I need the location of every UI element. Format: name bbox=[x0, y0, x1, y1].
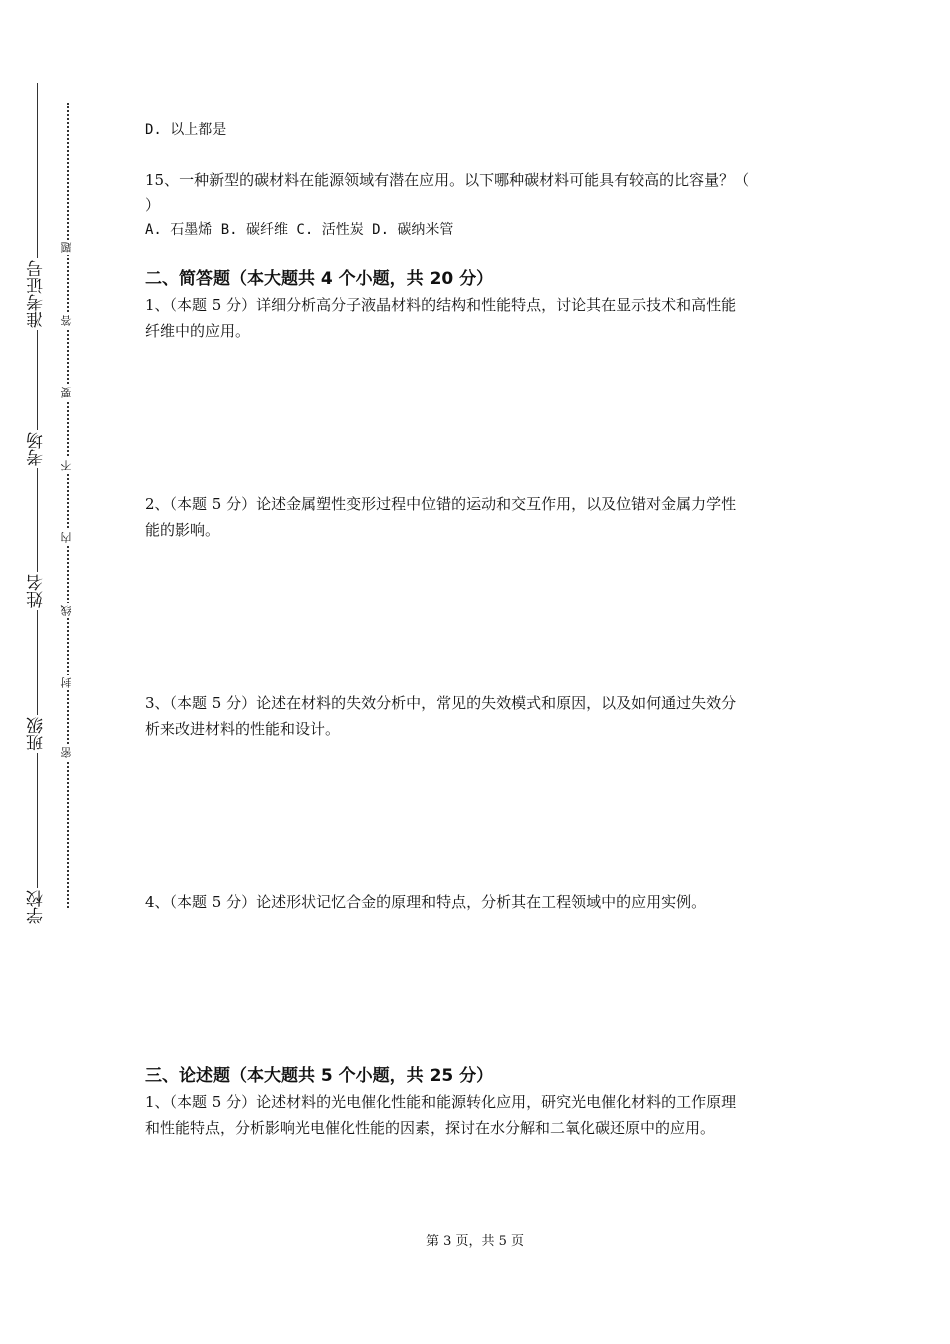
seal-dotted-line bbox=[67, 103, 69, 908]
s2-q1-line1: 1、（本题 5 分）详细分析高分子液晶材料的结构和性能特点，讨论其在显示技术和高性能 bbox=[145, 296, 737, 314]
page-number: 第 3 页，共 5 页 bbox=[425, 1234, 525, 1249]
seal-char: 内 bbox=[60, 532, 73, 543]
s3-q1-line1: 1、（本题 5 分）论述材料的光电催化性能和能源转化应用，研究光电催化材料的工作原理 bbox=[145, 1093, 737, 1111]
seal-char: 密 bbox=[60, 747, 73, 758]
s2-q3-line2: 析来改进材料的性能和设计。 bbox=[145, 720, 341, 738]
name-label: 姓名 bbox=[22, 572, 52, 610]
seal-char: 不 bbox=[60, 460, 73, 471]
seal-char: 线 bbox=[60, 605, 73, 616]
binding-solid-line bbox=[37, 83, 38, 923]
s2-q1-line2: 纤维中的应用。 bbox=[145, 322, 251, 340]
section3-heading: 三、论述题（本大题共 5 个小题，共 25 分） bbox=[145, 1066, 494, 1086]
q15-options: A. 石墨烯 B. 碳纤维 C. 活性炭 D. 碳纳米管 bbox=[145, 222, 454, 238]
q15-stem-line2: ） bbox=[145, 196, 161, 214]
binding-margin bbox=[0, 0, 100, 1344]
seal-char: 要 bbox=[60, 387, 73, 398]
exam-id-label: 准考证号 bbox=[22, 258, 52, 330]
s3-q1-line2: 和性能特点，分析影响光电催化性能的因素，探讨在水分解和二氧化碳还原中的应用。 bbox=[145, 1119, 716, 1137]
q15-stem-line1: 15、一种新型的碳材料在能源领域有潜在应用。以下哪种碳材料可能具有较高的比容量？（ bbox=[145, 171, 750, 189]
seal-char: 答 bbox=[60, 315, 73, 326]
s2-q2-line1: 2、（本题 5 分）论述金属塑性变形过程中位错的运动和交互作用，以及位错对金属力学性 bbox=[145, 495, 737, 513]
exam-room-label: 考场 bbox=[22, 430, 52, 468]
s2-q3-line1: 3、（本题 5 分）论述在材料的失效分析中，常见的失效模式和原因，以及如何通过失效分 bbox=[145, 694, 737, 712]
section2-heading: 二、简答题（本大题共 4 个小题，共 20 分） bbox=[145, 269, 494, 289]
s2-q2-line2: 能的影响。 bbox=[145, 521, 221, 539]
s2-q4-line1: 4、（本题 5 分）论述形状记忆合金的原理和特点，分析其在工程领域中的应用实例。 bbox=[145, 893, 707, 911]
seal-char: 题 bbox=[60, 242, 73, 253]
q14-option-d: D. 以上都是 bbox=[145, 122, 227, 138]
seal-char: 封 bbox=[60, 677, 73, 688]
class-label: 班级 bbox=[22, 715, 52, 753]
school-label: 学校 bbox=[22, 888, 52, 926]
